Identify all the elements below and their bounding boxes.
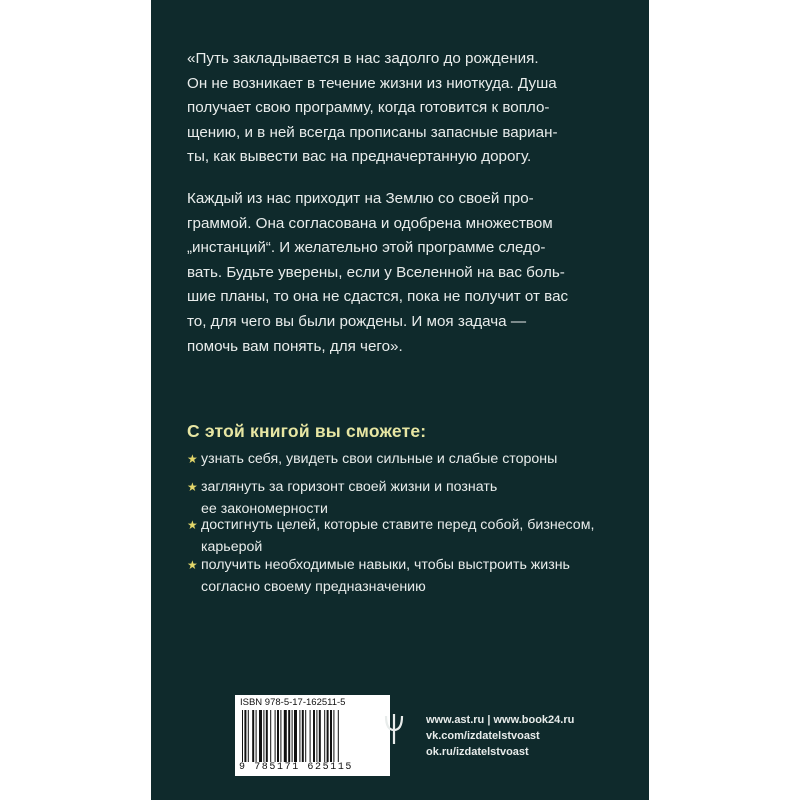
text-line: получает свою программу, когда готовится к вопло- bbox=[187, 99, 550, 117]
barcode-icon bbox=[240, 710, 386, 762]
text-line: Каждый из нас приходит на Землю со своей про- bbox=[187, 190, 534, 207]
list-item-text: узнать себя, увидеть свои сильные и слабые стороны bbox=[201, 451, 558, 467]
ok-link[interactable]: ok.ru/izdatelstvoast bbox=[426, 746, 529, 758]
barcode-bar bbox=[294, 710, 297, 762]
barcode-bar bbox=[252, 710, 254, 762]
barcode-bar bbox=[256, 710, 257, 762]
list-item bbox=[187, 477, 497, 520]
quote-paragraph-2 bbox=[187, 187, 579, 359]
list-item-text: получить необходимые навыки, чтобы выстроить жизнь bbox=[201, 557, 570, 573]
barcode-bar bbox=[316, 710, 317, 762]
barcode-bar bbox=[327, 710, 329, 762]
barcode-bar bbox=[275, 710, 276, 762]
barcode-bar bbox=[263, 710, 264, 762]
list-item-text: карьерой bbox=[201, 538, 263, 555]
barcode-bar bbox=[277, 710, 279, 762]
star-icon: ★ bbox=[187, 480, 198, 494]
text-line: шие планы, то она не сдастся, пока не получит от вас bbox=[187, 288, 569, 306]
barcode-bar bbox=[299, 710, 300, 762]
benefits-heading: С этой книгой вы сможете: bbox=[187, 421, 427, 441]
book-back-cover bbox=[151, 0, 649, 800]
text-line: «Путь закладывается в нас задолго до рождения. bbox=[187, 50, 539, 67]
list-item-text: ее закономерности bbox=[201, 500, 328, 517]
list-item-text: согласно своему предназначению bbox=[201, 578, 426, 595]
list-item bbox=[187, 515, 594, 558]
isbn-label: ISBN 978-5-17-162511-5 bbox=[240, 697, 346, 708]
list-item bbox=[187, 555, 570, 598]
barcode-bar bbox=[259, 710, 262, 762]
star-icon: ★ bbox=[187, 452, 198, 466]
list-item-text: заглянуть за горизонт своей жизни и познать bbox=[201, 479, 498, 495]
quote-paragraph-1 bbox=[187, 47, 579, 170]
barcode-bar bbox=[248, 710, 249, 762]
text-line: граммой. Она согласована и одобрена множеством bbox=[187, 214, 553, 232]
isbn-barcode-block bbox=[235, 695, 390, 776]
barcode-bar bbox=[288, 710, 290, 762]
barcode-bar bbox=[324, 710, 325, 762]
barcode-bar bbox=[310, 710, 311, 762]
barcode-bar bbox=[270, 710, 271, 762]
text-line: Он не возникает в течение жизни из ниоткуда. Душа bbox=[187, 74, 557, 92]
star-icon: ★ bbox=[187, 518, 198, 532]
barcode-bar bbox=[292, 710, 293, 762]
barcode-bar bbox=[333, 710, 334, 762]
text-line: щению, и в ней всегда прописаны запасные вариан- bbox=[187, 123, 558, 141]
text-line: ты, как вывести вас на предначертанную дорогу. bbox=[187, 148, 532, 166]
barcode-bar bbox=[302, 710, 304, 762]
list-item-text: достигнуть целей, которые ставите перед собой, бизнесом, bbox=[201, 517, 595, 533]
barcode-bar bbox=[338, 710, 339, 762]
text-line: то, для чего вы были рождены. И моя задача — bbox=[187, 312, 527, 330]
barcode-bar bbox=[242, 710, 243, 762]
website-links[interactable]: www.ast.ru | www.book24.ru bbox=[426, 714, 575, 726]
barcode-bar bbox=[266, 710, 268, 762]
barcode-bar bbox=[280, 710, 281, 762]
barcode-number: 9 785171 625115 bbox=[239, 762, 354, 773]
list-item bbox=[187, 449, 557, 471]
barcode-bar bbox=[244, 710, 246, 762]
text-line: помочь вам понять, для чего». bbox=[187, 337, 403, 355]
barcode-bar bbox=[305, 710, 306, 762]
vk-link[interactable]: vk.com/izdatelstvoast bbox=[426, 730, 540, 742]
psi-icon bbox=[383, 712, 405, 748]
barcode-bar bbox=[284, 710, 287, 762]
barcode-bar bbox=[313, 710, 315, 762]
star-icon: ★ bbox=[187, 558, 198, 572]
publisher-links bbox=[426, 712, 626, 760]
text-line: вать. Будьте уверены, если у Вселенной на вас боль- bbox=[187, 263, 565, 281]
barcode-bar bbox=[330, 710, 332, 762]
barcode-bar bbox=[319, 710, 321, 762]
text-line: „инстанций“. И желательно этой программе следо- bbox=[187, 239, 546, 257]
